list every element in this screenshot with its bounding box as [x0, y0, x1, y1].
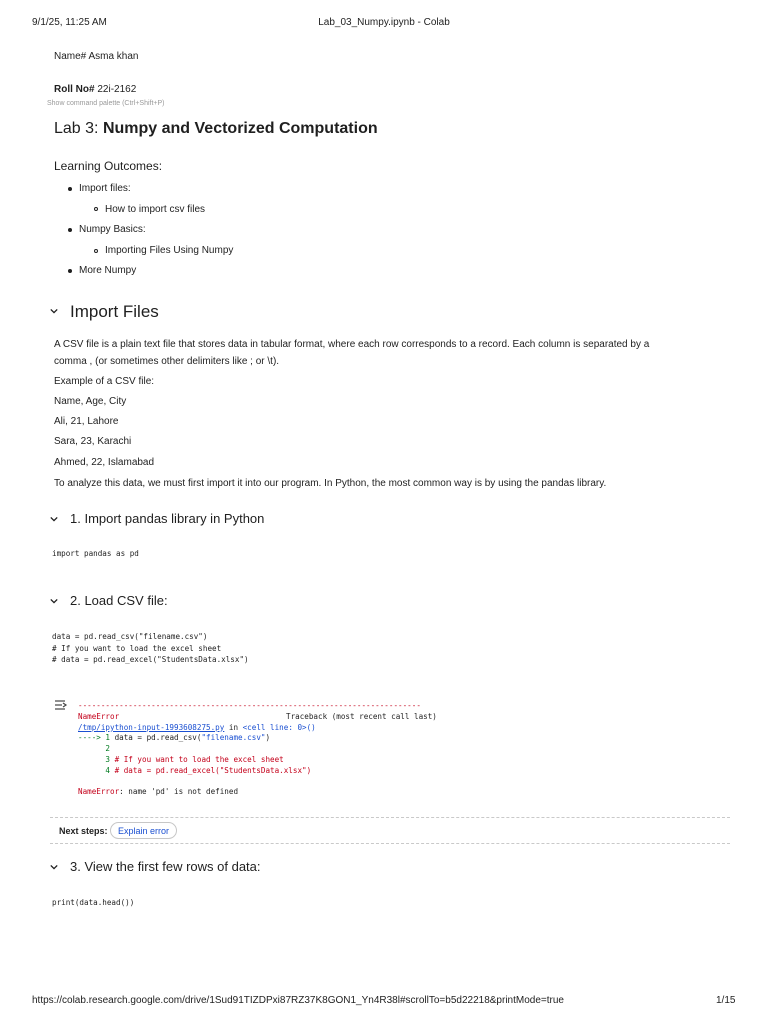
print-datetime: 9/1/25, 11:25 AM [32, 17, 107, 28]
sub-bullet-icon [94, 249, 98, 253]
print-url: https://colab.research.google.com/drive/1Sud91TIZDPxi87RZ37K8GON1_Yn4R38l#scrollTo=b5d22218&printMode=true [32, 995, 564, 1006]
traceback-file-link[interactable]: /tmp/ipython-input-1993608275.py [78, 722, 225, 732]
traceback-string: "filename.csv" [201, 733, 266, 743]
code-line: data = pd.read_csv("filename.csv") [52, 632, 208, 641]
outcome-subitem: Importing Files Using Numpy [105, 245, 234, 256]
outcome-item: Numpy Basics: [79, 224, 146, 235]
sub-bullet-icon [94, 207, 98, 211]
traceback-line-3 [78, 755, 421, 766]
traceback-cell: <cell line: 0>() [242, 722, 316, 732]
bullet-icon [68, 228, 72, 232]
traceback-line-1 [78, 733, 421, 744]
step3-heading: 3. View the first few rows of data: [70, 859, 261, 874]
section-heading-import-files: Import Files [70, 302, 159, 321]
step1-heading: 1. Import pandas library in Python [70, 511, 265, 526]
output-divider [50, 843, 730, 844]
traceback-line-number: 4 [78, 765, 115, 775]
csv-description [54, 336, 714, 370]
traceback-code: data = pd.read_csv( [114, 733, 202, 743]
lab-title [54, 120, 378, 138]
traceback-arrow: ----> 1 [78, 733, 115, 743]
code-cell-head[interactable]: print(data.head()) [52, 898, 135, 907]
error-traceback [78, 701, 437, 798]
roll-number [54, 84, 136, 95]
bullet-icon [68, 269, 72, 273]
outcome-subitem: How to import csv files [105, 204, 206, 215]
print-title: Lab_03_Numpy.ipynb - Colab [318, 17, 450, 28]
roll-value: 22i-2162 [97, 84, 137, 95]
traceback-blank [78, 777, 421, 788]
traceback-code-end: ) [265, 733, 271, 743]
bullet-icon [68, 187, 72, 191]
outcome-item: Import files: [79, 183, 131, 194]
output-toggle-icon[interactable] [54, 699, 68, 711]
traceback-label: Traceback (most recent call last) [286, 711, 437, 721]
csv-example-line: Name, Age, City [54, 396, 127, 407]
lab-title-bold: Numpy and Vectorized Computation [102, 120, 378, 137]
error-name: NameError [78, 711, 120, 721]
output-divider [50, 817, 730, 818]
csv-example-line: Sara, 23, Karachi [54, 436, 132, 447]
step2-heading: 2. Load CSV file: [70, 593, 168, 608]
explain-error-button[interactable]: Explain error [110, 822, 177, 839]
chevron-down-icon[interactable] [50, 515, 58, 523]
traceback-file-line [78, 723, 421, 734]
csv-example-line: Ali, 21, Lahore [54, 416, 119, 427]
traceback-header [78, 711, 437, 723]
lab-title-prefix: Lab 3: [54, 120, 103, 137]
roll-label: Roll No# [54, 84, 95, 95]
code-line: # If you want to load the excel sheet [52, 643, 222, 653]
final-error-message: : name 'pd' is not defined [119, 787, 239, 797]
traceback-final [78, 787, 421, 798]
command-palette-hint: Show command palette (Ctrl+Shift+P) [47, 100, 165, 107]
traceback-comment: # data = pd.read_excel("StudentsData.xlsx") [114, 765, 312, 775]
analyze-paragraph: To analyze this data, we must first import it into our program. In Python, the most common way is by using the pandas library. [54, 478, 607, 489]
traceback-in: in [224, 722, 243, 732]
chevron-down-icon[interactable] [50, 597, 58, 605]
traceback-line-4 [78, 766, 421, 777]
traceback-comment: # If you want to load the excel sheet [114, 754, 284, 764]
csv-example-line: Ahmed, 22, Islamabad [54, 457, 155, 468]
code-line: # data = pd.read_excel("StudentsData.xlsx") [52, 655, 249, 664]
traceback-line-2: 2 [78, 744, 111, 754]
outcome-item: More Numpy [79, 265, 137, 276]
chevron-down-icon[interactable] [50, 863, 58, 871]
csv-example-label: Example of a CSV file: [54, 376, 155, 387]
code-cell-load-csv[interactable] [52, 631, 249, 666]
code-cell-import[interactable]: import pandas as pd [52, 549, 139, 558]
chevron-down-icon[interactable] [50, 307, 58, 315]
learning-outcomes-heading: Learning Outcomes: [54, 159, 163, 173]
final-error-name: NameError [78, 787, 120, 797]
traceback-rule: --------------------------------------------------------------------------- [78, 701, 421, 710]
student-name: Name# Asma khan [54, 51, 139, 62]
page-number: 1/15 [716, 995, 736, 1006]
traceback-line-number: 3 [78, 754, 115, 764]
csv-description-line: A CSV file is a plain text file that stores data in tabular format, where each row corresponds to a record. Each column is separated by a [54, 339, 650, 350]
next-steps-label: Next steps: [59, 826, 108, 836]
csv-description-line: comma , (or sometimes other delimiters like ; or \t). [54, 356, 280, 367]
